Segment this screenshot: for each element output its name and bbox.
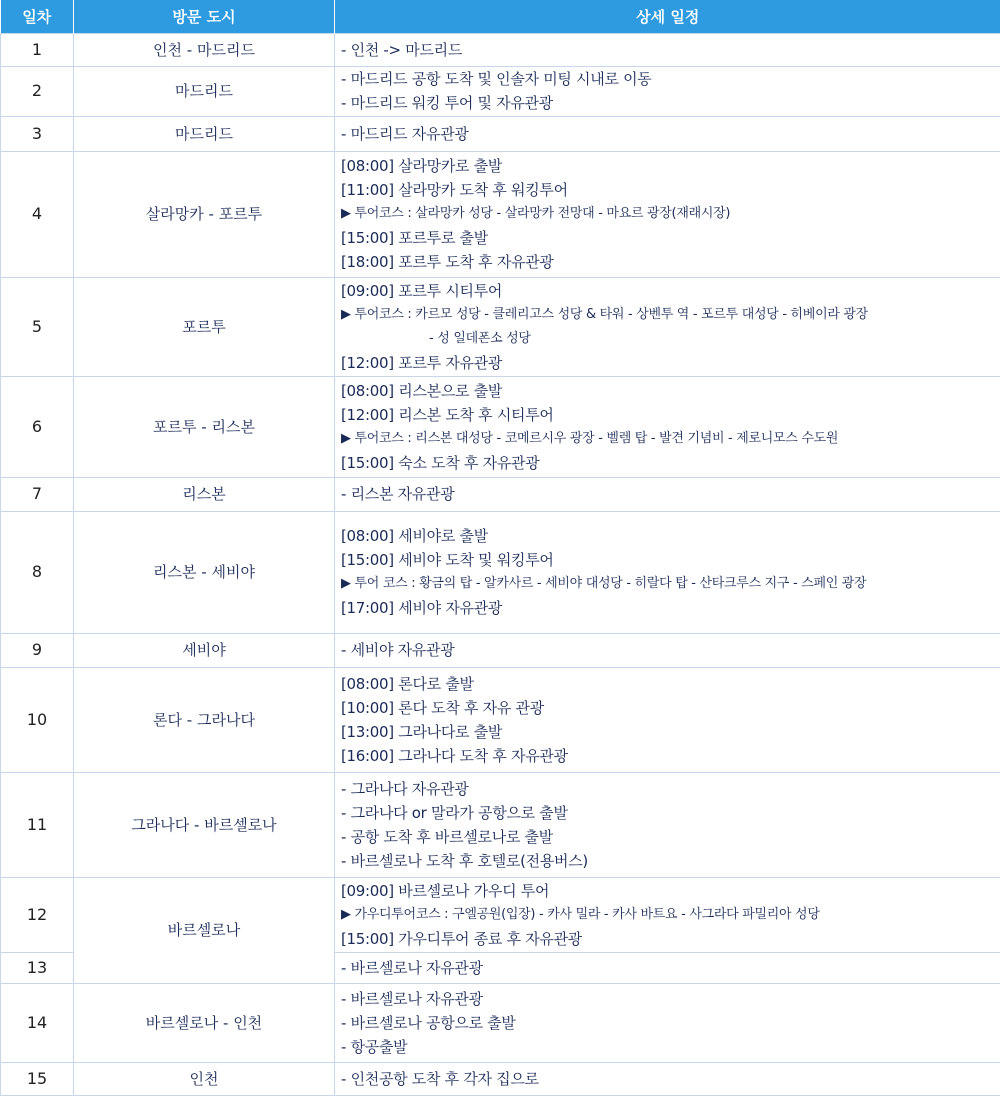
day-cell: 15 [1,1062,74,1095]
day-cell: 7 [1,477,74,511]
day-cell: 3 [1,116,74,151]
detail-cell [335,376,1000,477]
city-cell: 론다 - 그라나다 [74,667,335,772]
day-cell: 1 [1,33,74,66]
schedule-line: ▶ 투어코스 : 카르모 성당 - 클레리고스 성당 & 타워 - 상벤투 역 - 포르투 대성당 - 히베이라 광장 [341,306,868,322]
schedule-line: - 바르셀로나 공항으로 출발 [341,1013,516,1032]
schedule-line: - 공항 도착 후 바르셀로나로 출발 [341,827,553,846]
schedule-line: - 리스본 자유관광 [341,485,455,503]
schedule-line: - 마드리드 자유관광 [341,124,469,143]
detail-cell [335,151,1000,277]
city-cell: 포르투 - 리스본 [74,376,335,477]
detail-cell [335,877,1000,952]
schedule-line: - 그라나다 자유관광 [341,779,469,798]
schedule-line: ▶ 투어코스 : 리스본 대성당 - 코메르시우 광장 - 벨렘 탑 - 발견 기념비 - 제로니모스 수도원 [341,430,839,446]
schedule-line: ▶ 투어코스 : 살라망카 성당 - 살라망카 전망대 - 마요르 광장(재래시장) [341,206,731,221]
detail-cell [335,116,1000,151]
schedule-line: [08:00] 살라망카로 출발 [341,157,503,175]
city-cell: 인천 - 마드리드 [74,33,335,66]
city-cell: 리스본 - 세비야 [74,511,335,633]
schedule-line: [15:00] 가우디투어 종료 후 자유관광 [341,929,582,948]
table-row [1,633,1000,667]
detail-cell [335,1062,1000,1095]
day-cell: 9 [1,633,74,667]
schedule-line: - 바르셀로나 자유관광 [341,989,483,1008]
schedule-line: [18:00] 포르투 도착 후 자유관광 [341,253,554,271]
city-cell: 세비야 [74,633,335,667]
schedule-line: [08:00] 리스본으로 출발 [341,381,503,400]
detail-cell [335,66,1000,116]
day-cell: 12 [1,877,74,952]
city-cell: 살라망카 - 포르투 [74,151,335,277]
city-cell: 바르셀로나 [74,877,335,983]
schedule-line: [08:00] 세비야로 출발 [341,527,488,545]
schedule-line: [10:00] 론다 도착 후 자유 관광 [341,698,544,717]
table-row [1,983,1000,1062]
schedule-line: [13:00] 그라나다로 출발 [341,722,503,741]
city-cell: 그라나다 - 바르셀로나 [74,772,335,877]
schedule-line: - 항공출발 [341,1037,408,1056]
schedule-line: [12:00] 리스본 도착 후 시티투어 [341,405,554,424]
table-row [1,477,1000,511]
header-detail: 상세 일정 [335,0,1000,33]
day-cell: 5 [1,277,74,376]
detail-cell [335,633,1000,667]
schedule-line: - 인천공항 도착 후 각자 집으로 [341,1069,539,1088]
day-cell: 2 [1,66,74,116]
table-row [1,877,1000,952]
city-cell: 인천 [74,1062,335,1095]
table-row [1,116,1000,151]
header-day: 일차 [1,0,74,33]
table-row [1,667,1000,772]
schedule-line: - 마드리드 공항 도착 및 인솔자 미팅 시내로 이동 [341,70,652,88]
day-cell: 10 [1,667,74,772]
city-cell: 리스본 [74,477,335,511]
detail-cell [335,667,1000,772]
schedule-line: - 세비야 자유관광 [341,641,455,659]
day-cell: 13 [1,952,74,983]
table-body [1,33,1000,1095]
schedule-line: [15:00] 포르투로 출발 [341,229,488,247]
schedule-line: - 그라나다 or 말라가 공항으로 출발 [341,803,568,822]
detail-cell [335,983,1000,1062]
table-row [1,772,1000,877]
table-row [1,376,1000,477]
table-row [1,66,1000,116]
table-header [1,0,1000,33]
day-cell: 4 [1,151,74,277]
detail-cell [335,952,1000,983]
detail-cell [335,772,1000,877]
schedule-line: ▶ 가우디투어코스 : 구엘공원(입장) - 카사 밀라 - 카사 바트요 - 사그라다 파밀리아 성당 [341,906,820,922]
table-row [1,1062,1000,1095]
table-row [1,33,1000,66]
schedule-line: [17:00] 세비야 자유관광 [341,599,503,617]
detail-cell [335,477,1000,511]
schedule-line: [15:00] 세비야 도착 및 워킹투어 [341,551,554,569]
detail-cell [335,511,1000,633]
schedule-line: - 바르셀로나 자유관광 [341,958,483,977]
city-cell: 마드리드 [74,66,335,116]
table-row [1,151,1000,277]
city-cell: 마드리드 [74,116,335,151]
schedule-line: [15:00] 숙소 도착 후 자유관광 [341,453,540,472]
table-row [1,511,1000,633]
day-cell: 11 [1,772,74,877]
day-cell: 8 [1,511,74,633]
header-city: 방문 도시 [74,0,335,33]
schedule-line: [12:00] 포르투 자유관광 [341,353,503,372]
schedule-line: [09:00] 포르투 시티투어 [341,281,503,300]
day-cell: 14 [1,983,74,1062]
table-row [1,277,1000,376]
schedule-line: ▶ 투어 코스 : 황금의 탑 - 알카사르 - 세비야 대성당 - 히랄다 탑 - 산타크루스 지구 - 스페인 광장 [341,576,867,591]
schedule-line: - 성 일데폰소 성당 [429,330,531,346]
schedule-line: [09:00] 바르셀로나 가우디 투어 [341,881,550,900]
schedule-line: [16:00] 그라나다 도착 후 자유관광 [341,746,568,765]
schedule-line: [08:00] 론다로 출발 [341,674,474,693]
city-cell: 포르투 [74,277,335,376]
detail-cell [335,33,1000,66]
schedule-line: - 마드리드 워킹 투어 및 자유관광 [341,94,553,112]
detail-cell [335,277,1000,376]
city-cell: 바르셀로나 - 인천 [74,983,335,1062]
schedule-line: [11:00] 살라망카 도착 후 워킹투어 [341,181,568,199]
schedule-line: - 바르셀로나 도착 후 호텔로(전용버스) [341,851,588,870]
schedule-line: - 인천 -> 마드리드 [341,40,463,59]
day-cell: 6 [1,376,74,477]
